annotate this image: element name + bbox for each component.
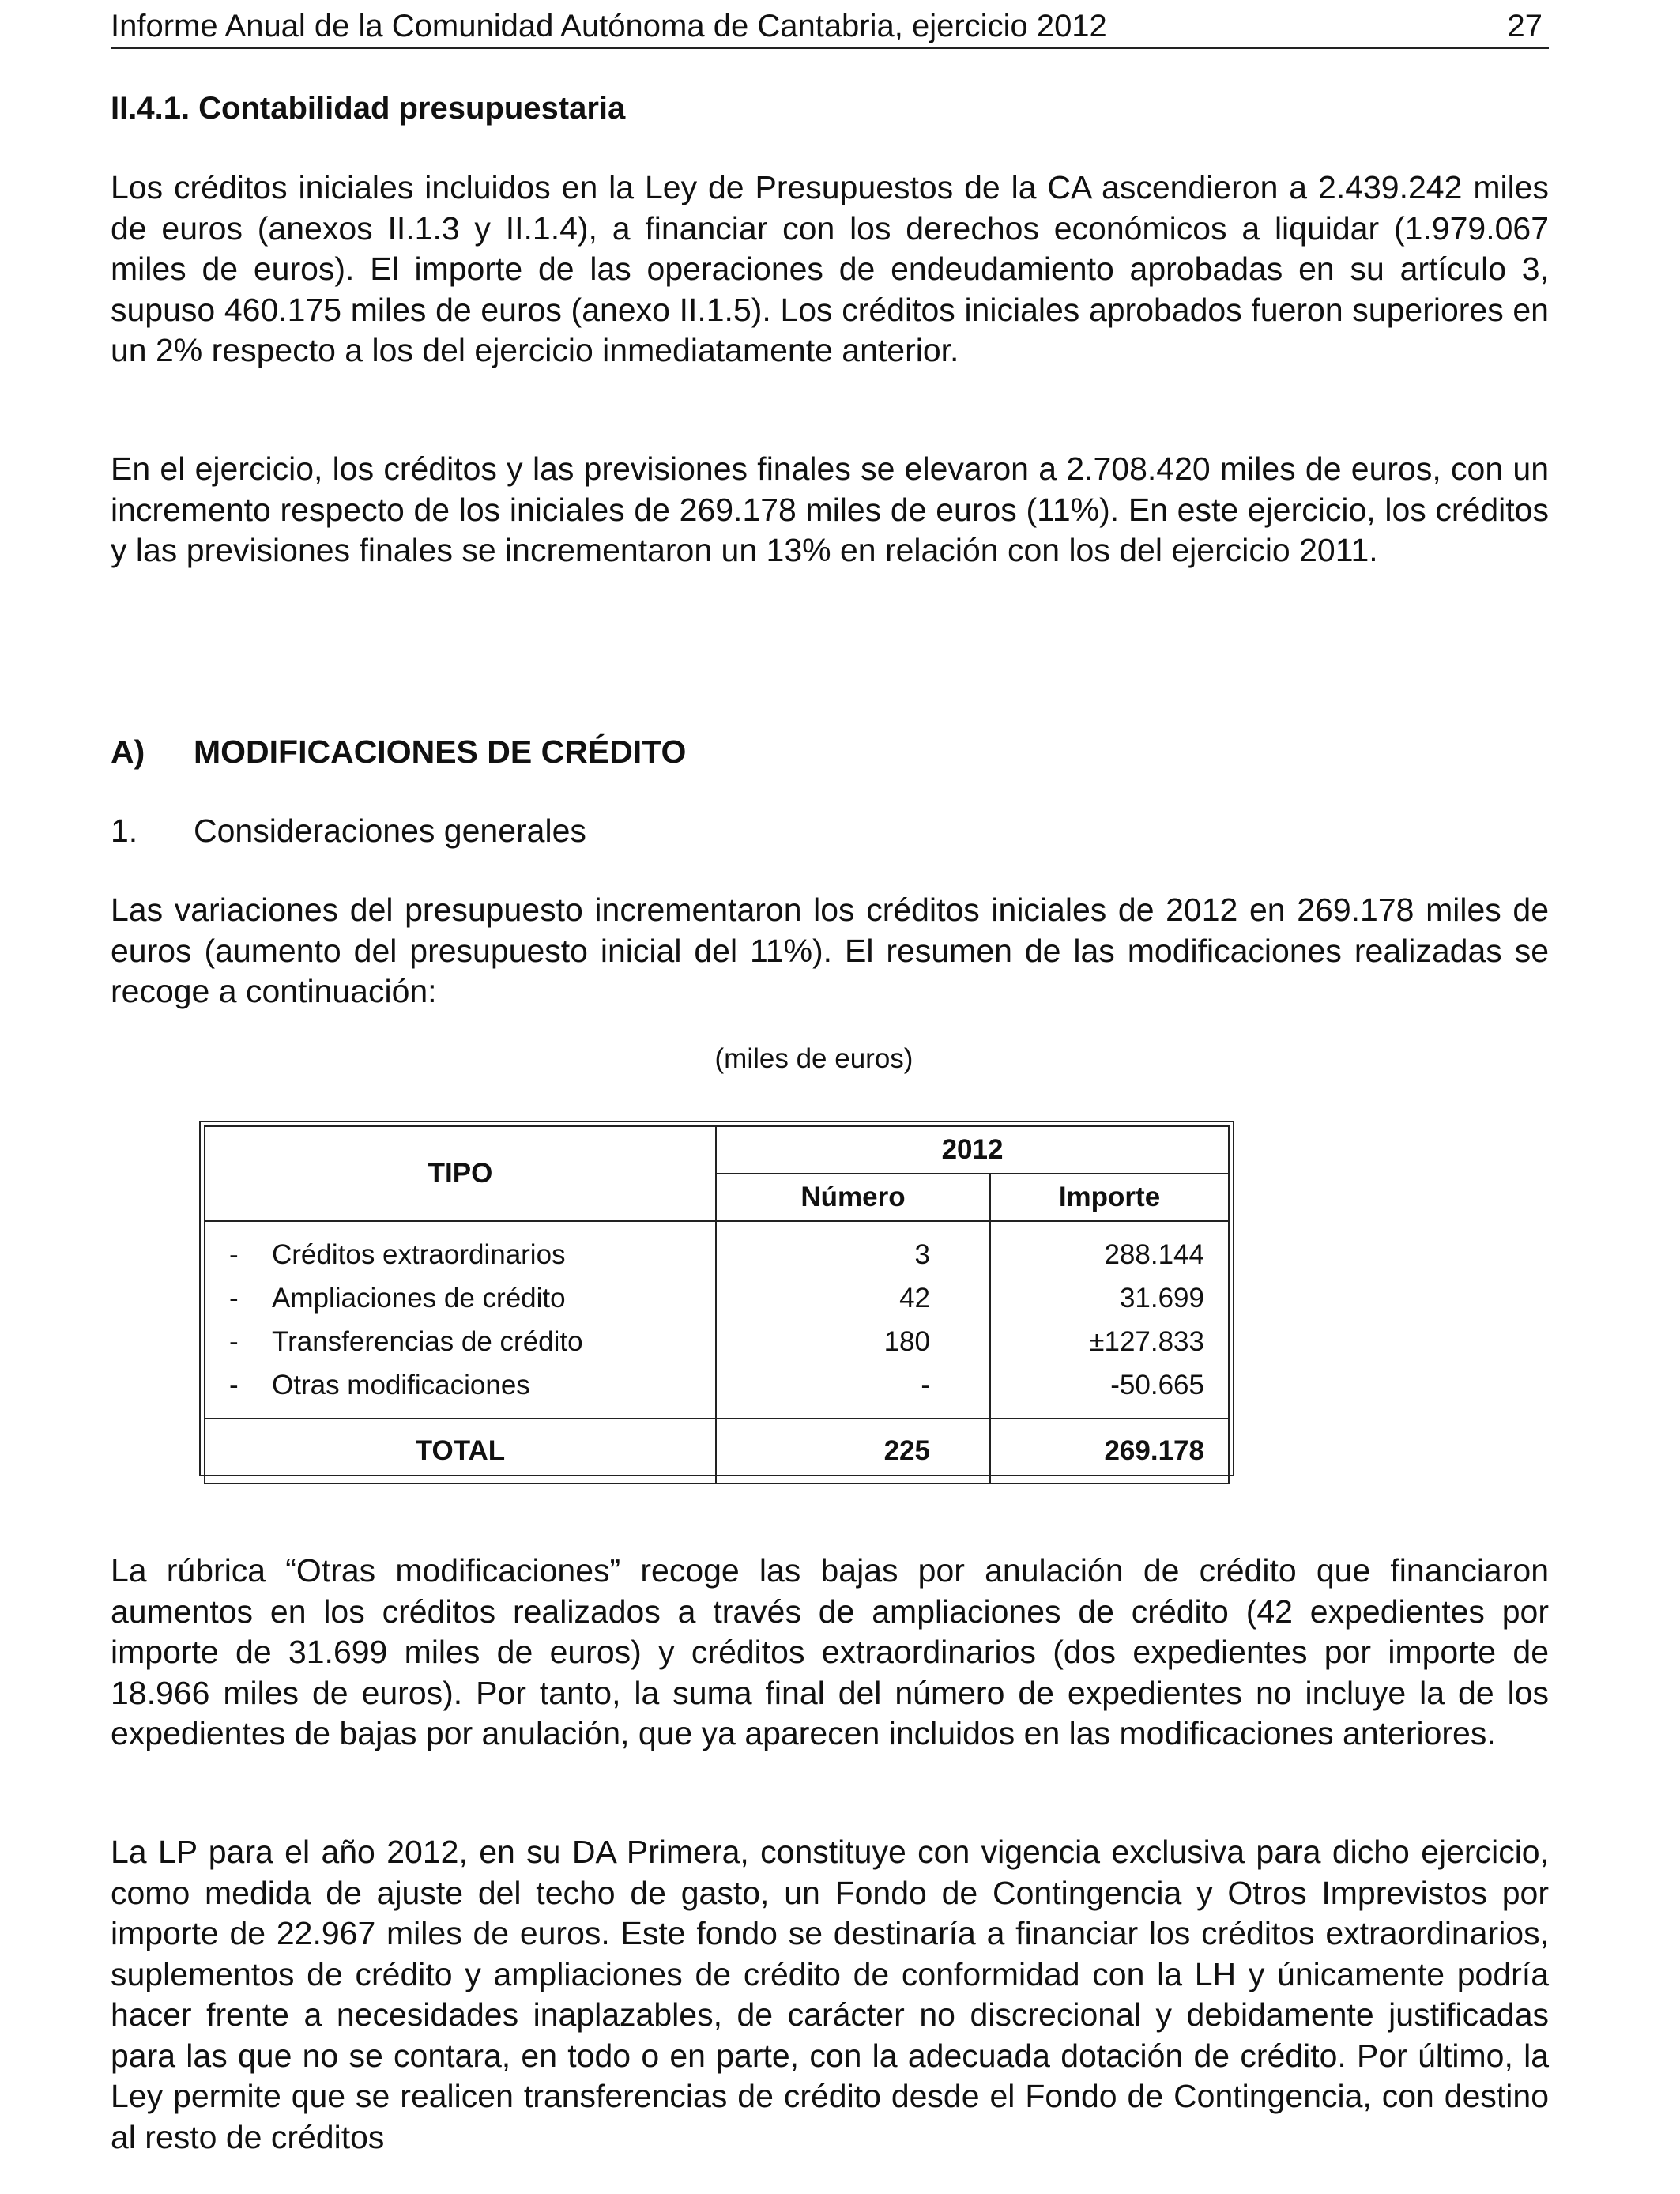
table-total-row (205, 1419, 1229, 1483)
column-header-importe: Importe (990, 1174, 1229, 1221)
row-importe: -50.665 (990, 1363, 1229, 1419)
row-label: Otras modificaciones (272, 1369, 530, 1400)
column-header-numero: Número (716, 1174, 990, 1221)
table-row (205, 1276, 1229, 1320)
heading-marker: A) (111, 733, 145, 770)
row-label-cell (205, 1363, 716, 1419)
modifications-table-grid (204, 1125, 1230, 1484)
heading-consideraciones (111, 811, 586, 850)
row-label-cell (205, 1221, 716, 1276)
heading-marker: 1. (111, 812, 138, 849)
table-row (205, 1363, 1229, 1419)
row-importe: 31.699 (990, 1276, 1229, 1320)
row-dash: - (229, 1369, 239, 1400)
row-numero: 42 (716, 1276, 990, 1320)
row-dash: - (229, 1325, 239, 1357)
paragraph-otras-modificaciones: La rúbrica “Otras modificaciones” recoge las bajas por anulación de crédito que financiaron aumentos en los créditos realizados a través de ampliaciones de crédito (42 expedientes por importe de 31.699 miles de euros) y créditos extraordinarios (dos expedientes por importe de 18.966 miles de euros). Por tanto, la suma final del número de expedientes no incluye la de los expedientes de bajas por anulación, que ya aparecen incluidos en las modificaciones anteriores. (111, 1552, 1549, 1751)
row-label: Créditos extraordinarios (272, 1238, 566, 1270)
row-importe: ±127.833 (990, 1320, 1229, 1363)
heading-text: MODIFICACIONES DE CRÉDITO (194, 733, 687, 770)
row-label-cell (205, 1320, 716, 1363)
paragraph-final-credits: En el ejercicio, los créditos y las previsiones finales se elevaron a 2.708.420 miles de euros, con un incremento respecto de los iniciales de 269.178 miles de euros (11%). En este ejercicio, los créditos y las previsiones finales se incrementaron un 13% en relación con los del ejercicio 2011. (111, 450, 1549, 568)
paragraph-initial-credits: Los créditos iniciales incluidos en la Ley de Presupuestos de la CA ascendieron a 2.439.242 miles de euros (anexos II.1.3 y II.1.4), a financiar con los derechos económicos a liquidar (1.979.067 miles de euros). El importe de las operaciones de endeudamiento aprobadas en su artículo 3, supuso 460.175 miles de euros (anexo II.1.5). Los créditos iniciales aprobados fueron superiores en un 2% respecto a los del ejercicio inmediatamente anterior. (111, 169, 1549, 368)
header-title: Informe Anual de la Comunidad Autónoma de Cantabria, ejercicio 2012 (111, 9, 1107, 43)
row-numero: 180 (716, 1320, 990, 1363)
row-dash: - (229, 1238, 239, 1270)
heading-modificaciones (111, 732, 686, 771)
column-header-year: 2012 (716, 1126, 1229, 1174)
paragraph-variaciones: Las variaciones del presupuesto incrementaron los créditos iniciales de 2012 en 269.178 miles de euros (aumento del presupuesto inicial del 11%). El resumen de las modificaciones realizadas se recoge a continuación: (111, 892, 1549, 1009)
table-units: (miles de euros) (714, 1043, 913, 1074)
total-importe: 269.178 (990, 1419, 1229, 1483)
row-label-cell (205, 1276, 716, 1320)
row-importe: 288.144 (990, 1221, 1229, 1276)
page-number: 27 (1507, 9, 1543, 43)
total-numero: 225 (716, 1419, 990, 1483)
column-header-tipo: TIPO (205, 1126, 716, 1221)
heading-text: Consideraciones generales (194, 812, 586, 849)
row-label: Transferencias de crédito (272, 1325, 583, 1357)
row-numero: - (716, 1363, 990, 1419)
page-header (111, 6, 1549, 49)
table-row (205, 1320, 1229, 1363)
section-title: II.4.1. Contabilidad presupuestaria (111, 91, 626, 126)
paragraph-fondo-contingencia: La LP para el año 2012, en su DA Primera, constituye con vigencia exclusiva para dicho ejercicio, como medida de ajuste del techo de gasto, un Fondo de Contingencia y Otros Imprevistos por importe de 22.967 miles de euros. Este fondo se destinaría a financiar los créditos extraordinarios, suplementos de crédito y ampliaciones de crédito de conformidad con la LH y únicamente podría hacer frente a necesidades inaplazables, de carácter no discrecional y debidamente justificadas para las que no se contara, en todo o en parte, con la adecuada dotación de crédito. Por último, la Ley permite que se realicen transferencias de crédito desde el Fondo de Contingencia, con destino al resto de créditos (111, 1834, 1549, 2155)
table-row (205, 1221, 1229, 1276)
modifications-table (199, 1121, 1234, 1476)
row-label: Ampliaciones de crédito (272, 1282, 566, 1314)
row-dash: - (229, 1282, 239, 1314)
total-label: TOTAL (205, 1419, 716, 1483)
row-numero: 3 (716, 1221, 990, 1276)
